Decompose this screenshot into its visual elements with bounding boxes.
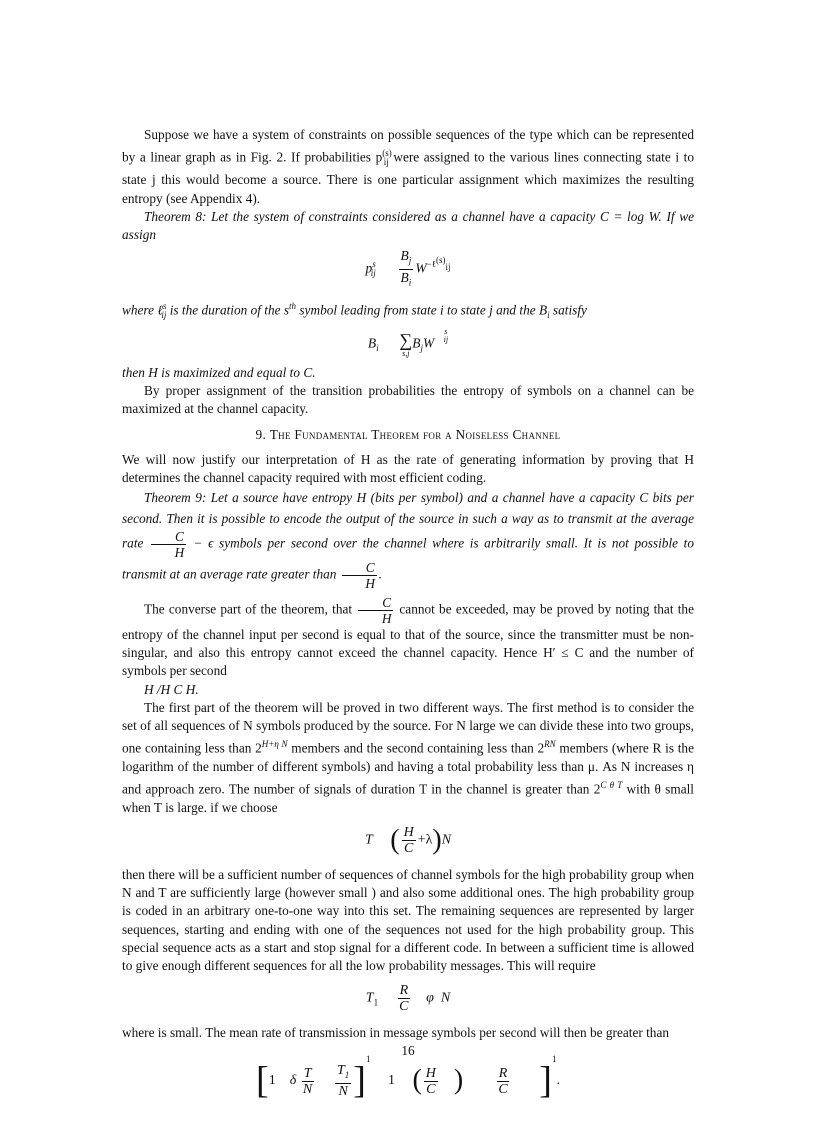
theorem-9: Theorem 9: Let a source have entropy H (bits per symbol) and a channel have a capacity C bits per second. Then it is possible to encode the output of the source in such a way as to transmit at the average rate $\frac{C}{H}$ − ϵ symbols per second over the channel where is arbitrarily small. It is not possible to transmit at an average rate greater than $\frac{C}{H}$ . (122, 490, 694, 592)
section-title: The Fundamental Theorem for a Noiseless Channel (269, 427, 561, 443)
paragraph-maximization: By proper assignment of the transition probabilities the entropy of symbols on a channel can be maximized at the channel capacity. (122, 383, 694, 417)
equation-p-ij: $p^s_{ij}$ $\frac{B_j}{B_i}$ $W^{-\ell^{(s)}_{ij}}$ (365, 248, 451, 288)
theorem-8: Theorem 8: Let the system of constraints considered as a channel have a capacity C = log W. If we assign (122, 208, 694, 243)
page-number: 16 (401, 1043, 415, 1058)
theorem-8-conclusion: then H is maximized and equal to C. (122, 364, 316, 380)
section-heading (122, 426, 694, 444)
equation-t1: $T_1$ $\frac{R}{C}$ φ N (365, 983, 451, 1015)
paragraph-converse: The converse part of the theorem, that $\frac{C}{H}$ cannot be exceeded, may be proved by noting that the entropy of the channel input per second is equal to that of the source, since the transmitter must be non-singular, and also this entropy cannot exceed the channel capacity. Hence H′ ≤ C and the number of symbols per second H /H C H. (122, 595, 694, 697)
theorem-8-where: where ℓ$^s_{ij}$ is the duration of the $s^{th}$ symbol leading from state i to state j and the $B_i$ satisfy (122, 300, 587, 320)
paragraph-first-proof: The first part of the theorem will be proved in two different ways. The first method is to consider the set of all sequences of N symbols produced by the source. For N large we can divide these into two groups, one containing less than $2^{H+\eta N}$ members and the second containing less than $2^{RN}$ members (where R is the logarithm of the number of different symbols) and having a total probability less than μ. As N increases η and approach zero. The number of signals of duration T in the channel is greater than $2^{C \theta T}$ with θ small when T is large. if we choose (122, 699, 694, 815)
equation-mean-rate: [1 δ $\frac{T}{N}$ $\frac{T_1}{N}$ ]$^1$ 1 ( $\frac{H}{C}$ ) $\frac{R}{C}$ ]$^1$. (256, 1054, 560, 1103)
paragraph-coding: then there will be a sufficient number of sequences of channel symbols for the high probability group when N and T are sufficiently large (however small ) and also some additional ones. The high probability group is coded in an arbitrary one-to-one way into this set. The remaining sequences are represented by larger sequences, starting and ending with one of the sequences not used for the high probability group. This special sequence acts as a start and stop signal for a different code. In between a sufficient time is allowed to give enough different sequences for all the low probability messages. This will require (122, 866, 694, 973)
paragraph-mean-rate: where is small. The mean rate of transmission in message symbols per second will then be greater than (122, 1025, 669, 1041)
section-number: 9. (255, 427, 267, 443)
theorem-8-label: Theorem 8: (144, 208, 207, 224)
paragraph-justify: We will now justify our interpretation of H as the rate of generating information by proving that H determines the channel capacity required with most efficient coding. (122, 451, 694, 485)
equation-b-i: $B_i$ ∑ s,j $B_jW$ s ij (367, 326, 449, 358)
paper-body (122, 126, 694, 1109)
theorem-9-label: Theorem 9: (144, 490, 207, 506)
equation-t-choice: T ( $\frac{H}{C}$ +λ)N (364, 824, 452, 856)
paragraph-intro: Suppose we have a system of constraints on possible sequences of the type which can be represented by a linear graph as in Fig. 2. If probabilities $p^{(s)}_{ij}$ were assigned to the various lines connecting state i to state j this would become a source. There is one particular assignment which maximizes the resulting entropy (see Appendix 4). (122, 127, 694, 206)
